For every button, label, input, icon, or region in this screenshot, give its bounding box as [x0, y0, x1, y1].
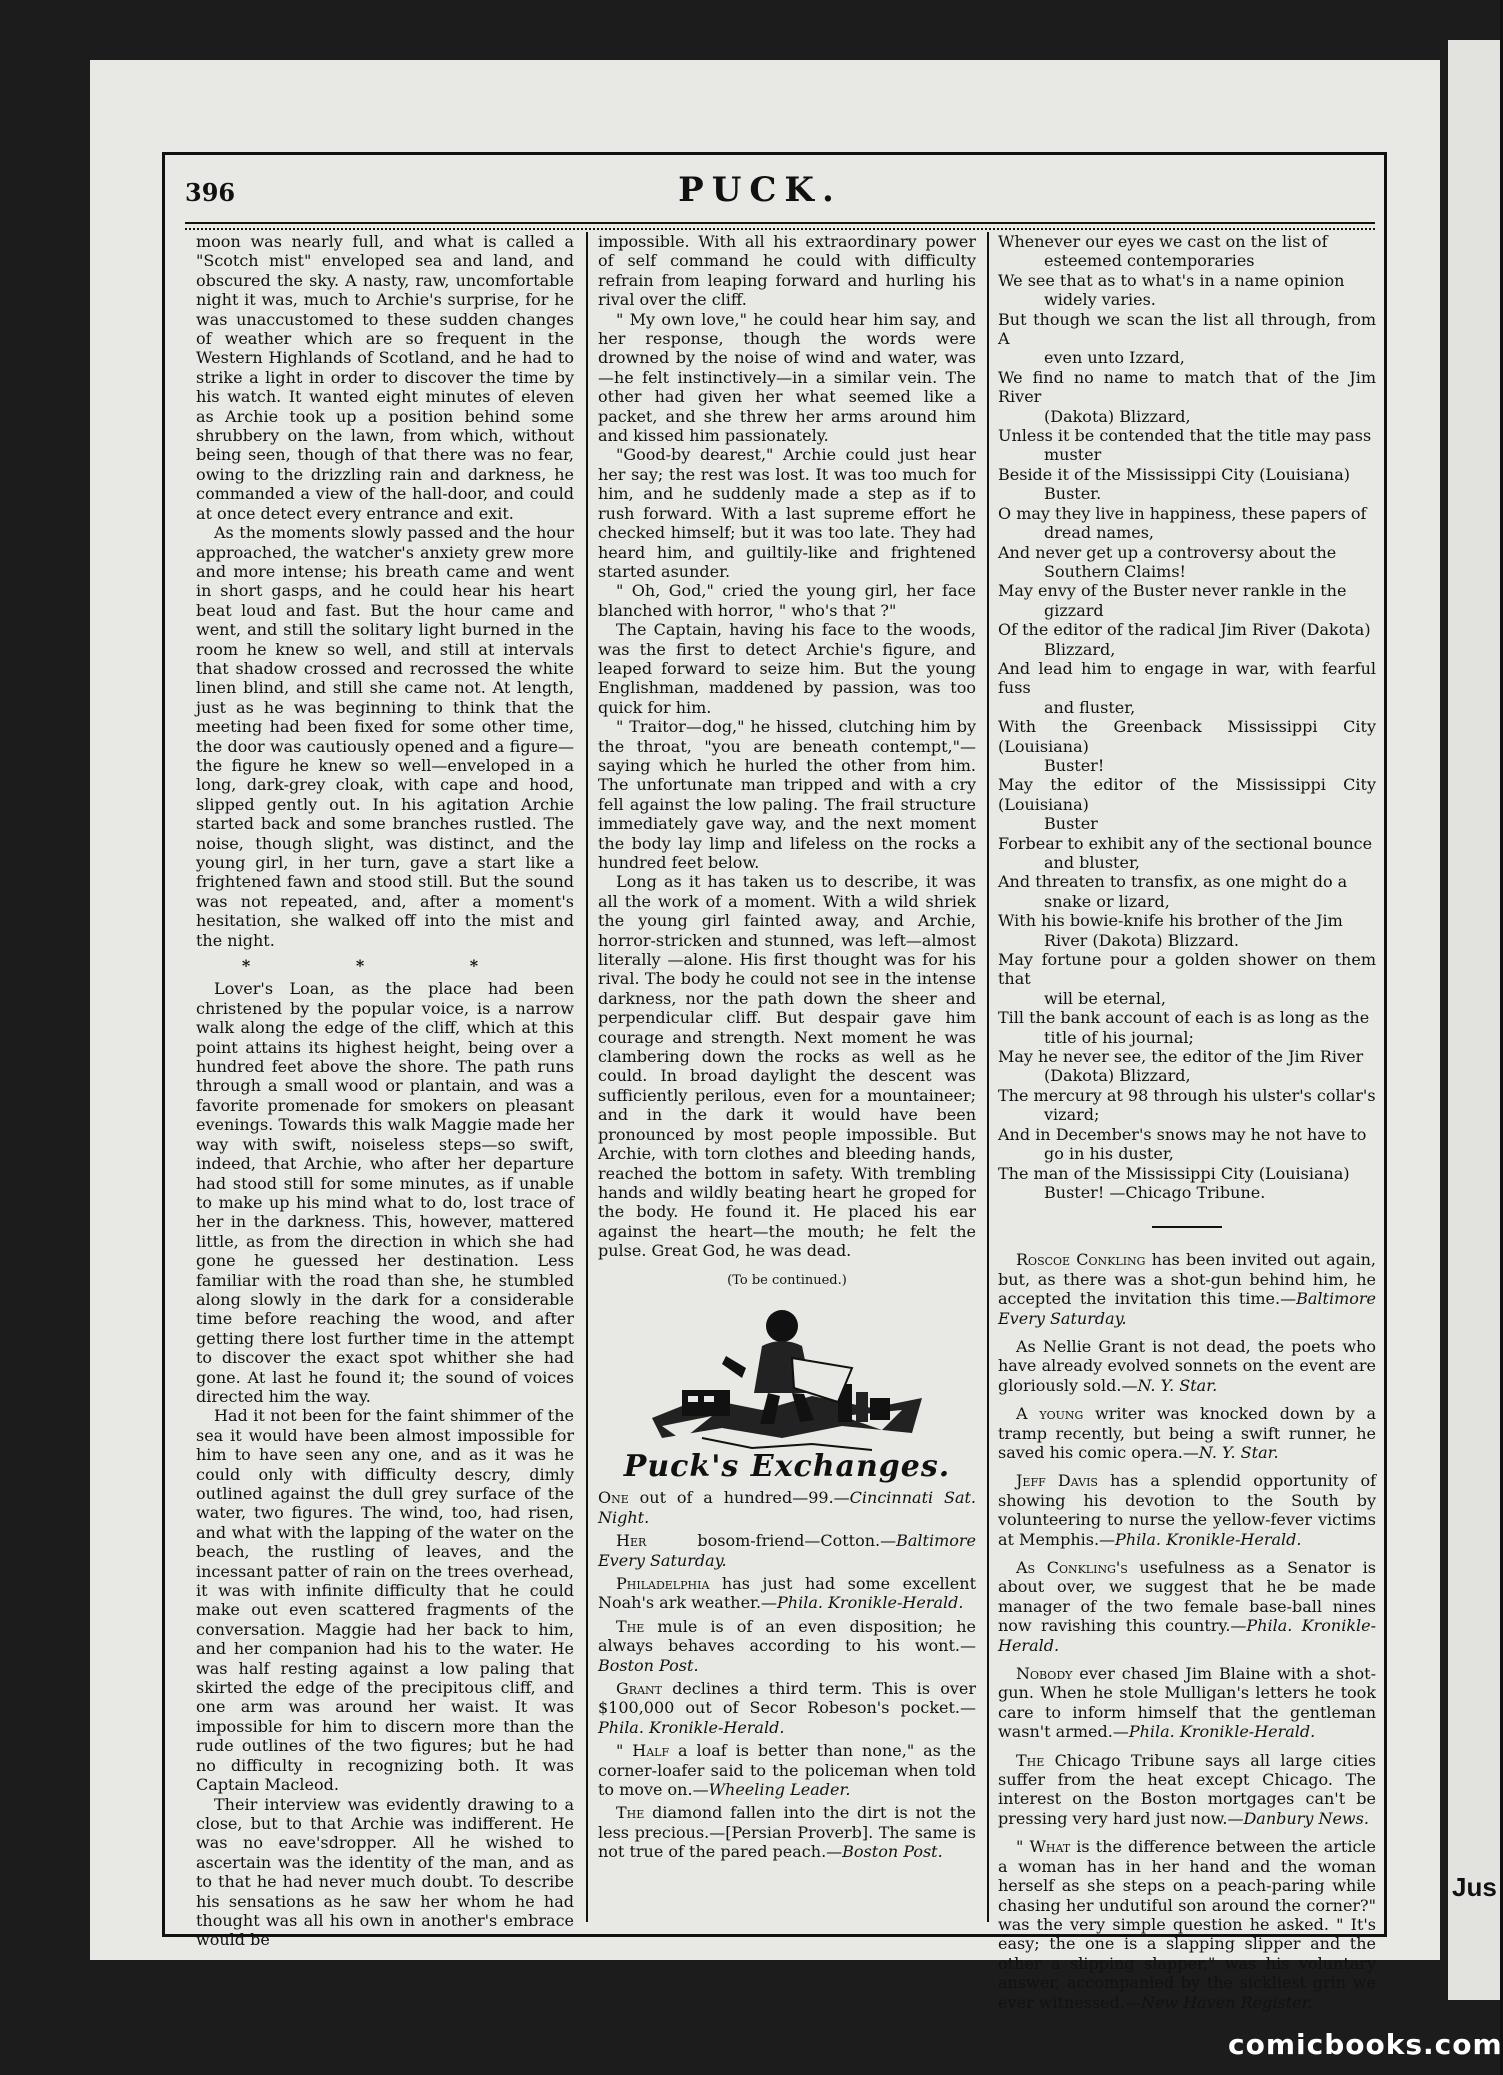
- story-paragraph: The Captain, having his face to the woods, was the first to detect Archie's figure, and leaped forward to seize him. But the young Englishman, maddened by passion, was too quick for him.: [598, 620, 976, 717]
- poem-line: May envy of the Buster never rankle in the: [998, 581, 1347, 601]
- poem-line: Of the editor of the radical Jim River (Dakota): [998, 620, 1371, 640]
- story-paragraph: Their interview was evidently drawing to a close, but to that Archie was indifferent. He was no eave'sdropper. All he wished to ascertain was the identity of the man, and as to that he had never much doubt. To describe his sensations as he saw her whom he had thought was all his own in another's embrace would be: [196, 1794, 574, 1950]
- poem-line: And threaten to transfix, as one might do a: [998, 872, 1348, 892]
- poem-line-continued: River (Dakota) Blizzard.: [1044, 930, 1240, 950]
- poem-line-continued: go in his duster,: [1044, 1144, 1174, 1164]
- masthead-title: PUCK.: [678, 170, 842, 210]
- poem-line-pair: [998, 1008, 1376, 1047]
- poem-line-continued: esteemed contemporaries: [1044, 251, 1255, 271]
- poem-line-continued: dread names,: [1044, 523, 1155, 543]
- poem-line-pair: [998, 834, 1376, 873]
- exchange-item: " Half a loaf is better than none," as the corner-loafer said to the policeman when told to move on.—Wheeling Leader.: [598, 1741, 977, 1800]
- poem-line-continued: (Dakota) Blizzard,: [1044, 1066, 1191, 1086]
- story-paragraph: impossible. With all his extraordinary power of self command he could with difficulty refrain from leaping forward and hurling his rival over the cliff.: [598, 232, 976, 310]
- header-dotted-rule: [185, 228, 1375, 230]
- poem-line-continued: and bluster,: [1044, 853, 1140, 872]
- poem-line-pair: [998, 543, 1376, 582]
- story-paragraph: " Oh, God," cried the young girl, her face blanched with horror, " who's that ?": [598, 581, 976, 620]
- adjacent-page-edge: [1448, 40, 1500, 2000]
- exchange-item: Jeff Davis has a splendid opportunity of showing his devotion to the South by volunteering to nurse the yellow-fever victims at Memphis.—Phila. Kronikle-Herald.: [998, 1471, 1377, 1549]
- poem-line-pair: [998, 717, 1376, 775]
- page-number: 396: [185, 178, 236, 207]
- poem-line-continued: muster: [1044, 445, 1102, 465]
- poem-line-pair: [998, 872, 1376, 911]
- poem-line-pair: [998, 271, 1376, 310]
- poem-line-pair: [998, 232, 1376, 271]
- poem-line-continued: will be eternal,: [1044, 988, 1166, 1008]
- column-divider-2: [987, 232, 989, 1922]
- poem-line-continued: Southern Claims!: [1044, 561, 1186, 581]
- poem-line: Unless it be contended that the title may pass: [998, 426, 1372, 446]
- story-paragraph: Lover's Loan, as the place had been christened by the popular voice, is a narrow walk along the edge of the cliff, which at this point attains its highest height, being over a hundred feet above the shore. The path runs through a small wood or plantain, and was a favorite promenade for smokers on pleasant evenings. Towards this walk Maggie made her way with swift, noiseless steps—so swift, indeed, that Archie, who after her departure had stood still for some minutes, as if unable to make up his mind what to do, lost trace of her in the darkness. This, however, mattered little, as from the direction in which she had gone he guessed her destination. Less familiar with the road than she, he stumbled along slowly in the dark for a considerable time before reaching the wood, and after getting there lost further time in the attempt to discover the exact spot whither she had gone. At last he found it; the sound of voices directed him the way.: [196, 979, 574, 1406]
- exchange-item: Roscoe Conkling has been invited out again, but, as there was a shot-gun behind him, he accepted the invitation this time.—Baltimore Every Saturday.: [998, 1250, 1376, 1328]
- poem-line: O may they live in happiness, these papers of: [998, 503, 1367, 523]
- poem-line: Forbear to exhibit any of the sectional bounce: [998, 833, 1373, 853]
- column-story-middle: [598, 232, 976, 1922]
- poem-line-continued: (Dakota) Blizzard,: [1044, 406, 1191, 426]
- poem-line: May he never see, the editor of the Jim River: [998, 1047, 1364, 1067]
- exchange-item: The Chicago Tribune says all large cities suffer from the heat except Chicago. The interest on the Boston mortgages can't be pressing very hard just now.—Danbury News.: [998, 1750, 1376, 1828]
- poem-line: Whenever our eyes we cast on the list of: [998, 232, 1328, 251]
- adjacent-page-text: Jus: [1452, 1872, 1497, 1902]
- poem-line: May the editor of the Mississippi City (Louisiana): [998, 775, 1376, 814]
- poem-line-continued: Buster!: [1044, 755, 1105, 775]
- exchange-item: As Conkling's usefulness as a Senator is about over, we suggest that he be made manager of the two female base-ball nines now ravishing this country.—Phila. Kronikle-Herald.: [998, 1558, 1376, 1655]
- poem-line: But though we scan the list all through, from A: [998, 309, 1376, 349]
- poem-line-pair: [998, 1125, 1376, 1164]
- poem-line-continued: and fluster,: [1044, 697, 1136, 717]
- poem-line-continued: Blizzard,: [1044, 639, 1116, 659]
- poem-line-continued: widely varies.: [1044, 290, 1156, 310]
- exchanges-heading: Puck's Exchanges.: [623, 1448, 951, 1484]
- exchange-item: A young writer was knocked down by a tramp recently, but being a swift runner, he saved his comic opera.—N. Y. Star.: [998, 1404, 1376, 1462]
- poem-line: The man of the Mississippi City (Louisiana): [998, 1163, 1350, 1183]
- story-paragraph: Long as it has taken us to describe, it was all the work of a moment. With a wild shriek the young girl fainted away, and Archie, horror-stricken and stunned, was left—almost literally —alone. His first thought was for his rival. The body he could not see in the intense darkness, nor the path down the sheer and perpendicular cliff. But despair gave him courage and strength. Next moment he was clambering down the rocks as well as he could. In broad daylight the descent was sufficiently perilous, even for a mountaineer; and in the dark it would have been pronounced by most people impossible. But Archie, with torn clothes and bleeding hands, reached the bottom in safety. With trembling hands and wildly beating heart he groped for the body. He found it. He placed his ear against the heart—the mouth; he felt the pulse. Great God, he was dead.: [598, 872, 976, 1261]
- poem-line-pair: [998, 426, 1376, 465]
- poem-line-pair: [998, 368, 1376, 426]
- poem-line-continued: even unto Izzard,: [1044, 348, 1185, 368]
- exchange-item: As Nellie Grant is not dead, the poets who have already evolved sonnets on the event are gloriously sold.—N. Y. Star.: [998, 1336, 1376, 1395]
- story-paragraph: Had it not been for the faint shimmer of the sea it would have been almost impossible for him to have seen any one, and as it was he could only with difficulty descry, dimly outlined against the dull grey surface of the water, two figures. The wind, too, had risen, and what with the lapping of the water on the beach, the rustling of leaves, and the incessant patter of rain on the trees overhead, it was with infinite difficulty that he could make out even scattered fragments of the conversation. Maggie had her back to him, and her companion had his to the water. He was half resting against a low paling that skirted the edge of the precipitous cliff, and one arm was around her waist. It was impossible for him to discern more than the rude outlines of the two figures; but he had no difficulty in recognizing both. It was Captain Macleod.: [196, 1406, 574, 1795]
- section-divider: [1152, 1226, 1222, 1228]
- column-story-left: [196, 232, 574, 1950]
- poem-line-continued: snake or lizard,: [1044, 891, 1170, 911]
- poem-line: Beside it of the Mississippi City (Louisiana): [998, 464, 1350, 484]
- exchange-item: Nobody ever chased Jim Blaine with a shot-gun. When he stole Mulligan's letters he took care to inform himself that the gentleman wasn't armed.—Phila. Kronikle-Herald.: [998, 1664, 1376, 1742]
- exchange-item: Her bosom-friend—Cotton.—Baltimore Every Saturday.: [598, 1531, 976, 1570]
- exchange-item: The diamond fallen into the dirt is not the less precious.—[Persian Proverb]. The same is not true of the pared peach.—Boston Post.: [598, 1803, 976, 1862]
- poem-line-pair: [998, 1164, 1376, 1203]
- poem-line-pair: [998, 581, 1376, 620]
- poem-line-pair: [998, 504, 1376, 543]
- poem-line-continued: Buster: [1044, 814, 1098, 834]
- story-paragraph: As the moments slowly passed and the hour approached, the watcher's anxiety grew more and more intense; his breath came and went in short gasps, and he could hear his heart beat loud and fast. But the hour came and went, and still the solitary light burned in the room he knew so well, and still at intervals that shadow crossed and recrossed the white linen blind, and still she came not. At length, just as he was beginning to think that the meeting had been fixed for some other time, the door was cautiously opened and a figure—the figure he knew so well—enveloped in a long, dark-grey cloak, with cape and hood, slipped gently out. In his agitation Archie started back and some branches rustled. The noise, though slight, was distinct, and the young girl, in her turn, gave a start like a frightened fawn and stood still. But the sound was not repeated, and, after a moment's hesitation, she walked off into the mist and the night.: [196, 523, 574, 950]
- exchange-item: Philadelphia has just had some excellent Noah's ark weather.—Phila. Kronikle-Herald.: [598, 1573, 976, 1613]
- exchange-item: Grant declines a third term. This is over $100,000 out of Secor Robeson's pocket.—Phila. Kronikle-Herald.: [598, 1679, 976, 1737]
- poem-line: The mercury at 98 through his ulster's collar's: [998, 1085, 1376, 1105]
- poem-line-continued: Buster! —Chicago Tribune.: [1044, 1182, 1266, 1202]
- story-paragraph: " Traitor—dog," he hissed, clutching him by the throat, "you are beneath contempt,"—saying which he hurled the other from him. The unfortunate man tripped and with a cry fell against the low paling. The frail structure immediately gave way, and the next moment the body lay limp and lifeless on the rocks a hundred feet below.: [598, 717, 976, 872]
- poem-line-pair: [998, 1086, 1376, 1125]
- poem-line: And in December's snows may he not have to: [998, 1124, 1367, 1144]
- column-exchanges-right: [998, 232, 1377, 2012]
- poem-line-pair: [998, 911, 1376, 950]
- poem-line-pair: [998, 1047, 1376, 1086]
- section-break-stars: * * *: [241, 956, 529, 976]
- poem-line: With the Greenback Mississippi City (Louisiana): [998, 717, 1376, 756]
- puck-reading-illustration: [642, 1298, 932, 1453]
- exchange-item: The mule is of an even disposition; he always behaves according to his wont.—Boston Post.: [598, 1616, 976, 1675]
- exchange-item: " What is the difference between the article a woman has in her hand and the woman herself as she steps on a peach-paring while chasing her undutiful son around the corner?" was the very simple question he asked. " It's easy; the one is a slapping slipper and the other a slipping slapper," was his voluntary answer, accompanied by the sickliest grin we ever witnessed.—New Haven Register.: [998, 1837, 1376, 2012]
- to-be-continued: (To be continued.): [727, 1272, 847, 1288]
- poem-line: And never get up a controversy about the: [998, 542, 1337, 562]
- poem-line-pair: [998, 465, 1376, 504]
- exchange-item: One out of a hundred—99.—Cincinnati Sat. Night.: [598, 1488, 976, 1527]
- poem-line-pair: [998, 620, 1376, 659]
- poem-line-pair: [998, 950, 1376, 1008]
- poem: [998, 232, 1376, 1202]
- poem-line-pair: [998, 310, 1376, 368]
- poem-line-continued: title of his journal;: [1044, 1027, 1194, 1047]
- poem-line-pair: [998, 659, 1376, 717]
- exchanges-illustration: [642, 1298, 932, 1453]
- story-paragraph: "Good-by dearest," Archie could just hear her say; the rest was lost. It was too much for him, and he suddenly made a step as if to rush forward. With a last supreme effort he checked himself; but it was too late. They had heard him, and guiltily-like and frightened started asunder.: [598, 445, 976, 581]
- watermark: comicbooks.com: [1228, 2028, 1503, 2061]
- poem-line: With his bowie-knife his brother of the Jim: [998, 911, 1343, 931]
- poem-line: Till the bank account of each is as long as the: [998, 1008, 1370, 1028]
- story-paragraph: " My own love," he could hear him say, and her response, though the words were drowned by the noise of wind and water, was—he felt instinctively—in a similar vein. The other had given her what seemed like a packet, and she threw her arms around him and kissed him passionately.: [598, 309, 976, 446]
- poem-line: We see that as to what's in a name opinion: [998, 270, 1345, 290]
- poem-line-pair: [998, 775, 1376, 833]
- header-rule: [185, 222, 1375, 224]
- poem-line: And lead him to engage in war, with fearful fuss: [998, 658, 1376, 698]
- poem-line-continued: gizzard: [1044, 600, 1104, 620]
- poem-line: We find no name to match that of the Jim River: [998, 367, 1376, 407]
- column-divider-1: [586, 232, 588, 1922]
- exchange-list: [998, 1250, 1376, 2012]
- story-paragraph: moon was nearly full, and what is called a "Scotch mist" enveloped sea and land, and obscured the sky. A nasty, raw, uncomfortable night it was, much to Archie's surprise, for he was unaccustomed to these sudden changes of weather which are so frequent in the Western Highlands of Scotland, and he had to strike a light in order to discover the time by his watch. It wanted eight minutes of eleven as Archie took up a position behind some shrubbery on the lawn, from which, without being seen, though of that there was no fear, owing to the drizzling rain and darkness, he commanded a view of the hall-door, and could at once detect every entrance and exit.: [196, 232, 574, 523]
- poem-line: May fortune pour a golden shower on them that: [998, 950, 1376, 989]
- poem-line-continued: Buster.: [1044, 484, 1102, 504]
- poem-line-continued: vizard;: [1044, 1105, 1100, 1125]
